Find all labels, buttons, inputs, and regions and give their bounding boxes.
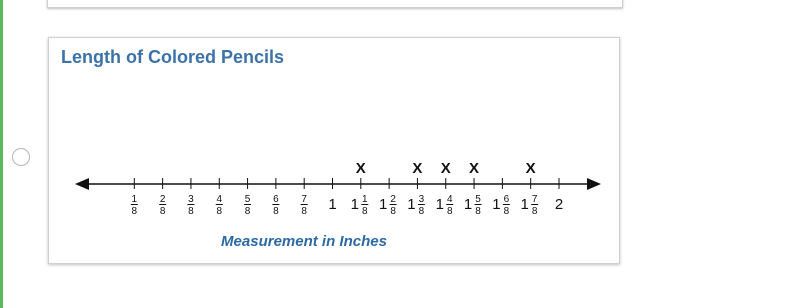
tick-numerator: 6 bbox=[273, 194, 279, 205]
left-arrow-icon bbox=[75, 178, 89, 190]
tick-label bbox=[328, 196, 336, 213]
tick-whole: 1 bbox=[435, 196, 444, 213]
previous-option-card bbox=[47, 0, 623, 8]
tick-numerator: 3 bbox=[418, 194, 425, 205]
tick-denominator: 8 bbox=[475, 206, 481, 217]
tick-denominator: 8 bbox=[446, 206, 453, 217]
tick-label bbox=[521, 194, 539, 217]
tick-numerator: 6 bbox=[503, 194, 510, 205]
tick-whole: 2 bbox=[554, 196, 564, 213]
tick-denominator: 8 bbox=[362, 206, 368, 217]
tick-numerator: 4 bbox=[446, 194, 453, 205]
tick-label bbox=[464, 194, 482, 217]
tick-whole: 1 bbox=[463, 196, 473, 213]
tick-label bbox=[492, 194, 510, 217]
tick-label bbox=[131, 194, 138, 217]
tick-denominator: 8 bbox=[131, 206, 138, 217]
data-point-x-mark: X bbox=[525, 160, 536, 177]
tick-denominator: 8 bbox=[301, 206, 307, 217]
tick-denominator: 8 bbox=[159, 206, 166, 217]
tick-numerator: 5 bbox=[244, 194, 251, 205]
tick-numerator: 7 bbox=[301, 194, 307, 205]
tick-denominator: 8 bbox=[390, 206, 396, 217]
chart-title: Length of Colored Pencils bbox=[61, 47, 285, 67]
tick-numerator: 4 bbox=[216, 194, 223, 205]
data-point-x-mark: X bbox=[355, 160, 366, 177]
tick-numerator: 1 bbox=[131, 194, 138, 205]
tick-whole: 1 bbox=[350, 196, 359, 213]
tick-whole: 1 bbox=[378, 196, 388, 213]
line-plot bbox=[49, 38, 621, 265]
tick-label bbox=[244, 194, 251, 217]
tick-whole: 1 bbox=[328, 196, 337, 213]
tick-numerator: 7 bbox=[531, 194, 538, 205]
tick-label bbox=[301, 194, 308, 217]
tick-numerator: 2 bbox=[390, 194, 396, 205]
data-point-x-mark: X bbox=[440, 160, 451, 177]
tick-label bbox=[272, 194, 279, 217]
x-axis-label: Measurement in Inches bbox=[221, 233, 387, 250]
tick-label bbox=[555, 196, 563, 213]
tick-denominator: 8 bbox=[273, 206, 279, 217]
tick-label bbox=[216, 194, 223, 217]
answer-option-card[interactable] bbox=[48, 37, 620, 264]
tick-whole: 1 bbox=[520, 196, 529, 213]
tick-numerator: 1 bbox=[362, 194, 368, 205]
tick-numerator: 5 bbox=[475, 194, 481, 205]
tick-denominator: 8 bbox=[418, 206, 425, 217]
tick-label bbox=[436, 194, 454, 217]
tick-whole: 1 bbox=[492, 196, 501, 213]
data-point-x-mark: X bbox=[412, 160, 423, 177]
tick-denominator: 8 bbox=[216, 206, 223, 217]
right-arrow-icon bbox=[587, 178, 601, 190]
left-accent-bar bbox=[0, 0, 3, 308]
tick-denominator: 8 bbox=[188, 206, 194, 217]
tick-whole: 1 bbox=[407, 196, 416, 213]
tick-label bbox=[407, 194, 425, 217]
tick-label bbox=[351, 194, 369, 217]
tick-numerator: 3 bbox=[188, 194, 194, 205]
tick-numerator: 2 bbox=[159, 194, 166, 205]
tick-denominator: 8 bbox=[531, 206, 538, 217]
tick-label bbox=[159, 194, 166, 217]
data-point-x-mark: X bbox=[469, 160, 480, 177]
answer-option-radio[interactable] bbox=[12, 148, 30, 166]
tick-label bbox=[379, 194, 397, 217]
tick-denominator: 8 bbox=[244, 206, 251, 217]
tick-label bbox=[187, 194, 194, 217]
tick-denominator: 8 bbox=[503, 206, 510, 217]
